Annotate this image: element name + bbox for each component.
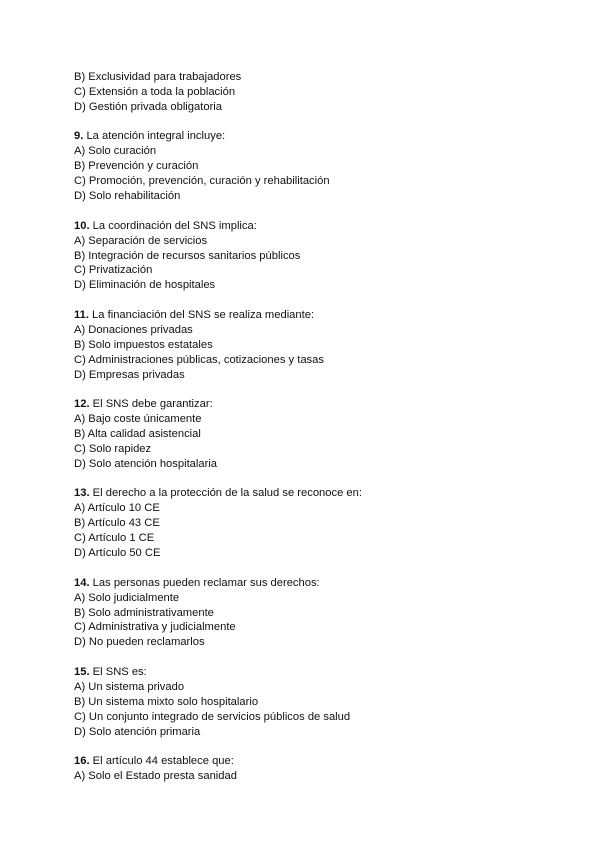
question-list (74, 70, 534, 784)
option-line: D) Gestión privada obligatoria (74, 100, 222, 113)
option-line: D) Empresas privadas (74, 368, 185, 381)
question-number: 12. (74, 398, 90, 411)
option-line: D) No pueden reclamarlos (74, 636, 205, 649)
question-10 (74, 219, 534, 293)
option-line: A) Separación de servicios (74, 234, 208, 247)
question-14 (74, 576, 534, 650)
question-15 (74, 665, 534, 739)
question-12 (74, 397, 534, 471)
question-9 (74, 129, 534, 203)
option-line: B) Alta calidad asistencial (74, 428, 201, 440)
question-text: La coordinación del SNS implica: (89, 219, 257, 232)
question-stem (74, 397, 534, 412)
question-text: El artículo 44 establece que: (89, 755, 234, 768)
option-line: B) Solo impuestos estatales (74, 338, 213, 351)
question-text: El SNS es: (89, 665, 147, 678)
continued-options (74, 70, 534, 115)
option-line: D) Solo atención primaria (74, 725, 201, 738)
option-line: C) Administrativa y judicialmente (74, 621, 236, 634)
option-line: B) Integración de recursos sanitarios públicos (74, 249, 301, 262)
option-line: B) Artículo 43 CE (74, 517, 160, 530)
question-11 (74, 308, 534, 382)
question-stem (74, 129, 534, 144)
option-line: B) Un sistema mixto solo hospitalario (74, 695, 259, 708)
question-stem (74, 308, 534, 323)
option-line: D) Artículo 50 CE (74, 547, 161, 560)
question-number: 13. (74, 487, 90, 500)
option-line: A) Un sistema privado (74, 680, 185, 693)
option-line: A) Solo judicialmente (74, 591, 180, 604)
option-line: D) Solo rehabilitación (74, 190, 181, 203)
question-stem (74, 754, 534, 769)
question-number: 14. (74, 576, 90, 589)
option-line: C) Privatización (74, 264, 153, 277)
option-line: C) Solo rapidez (74, 442, 152, 455)
option-line: B) Solo administrativamente (74, 606, 214, 619)
question-number: 11. (74, 308, 89, 321)
option-line: C) Un conjunto integrado de servicios públicos de salud (74, 710, 351, 723)
option-line: A) Solo curación (74, 145, 157, 158)
question-stem (74, 219, 534, 234)
question-number: 16. (74, 755, 90, 768)
option-line: A) Donaciones privadas (74, 323, 193, 336)
question-number: 10. (74, 219, 90, 232)
question-text: Las personas pueden reclamar sus derechos: (89, 576, 320, 589)
question-text: El derecho a la protección de la salud se reconoce en: (89, 487, 362, 500)
question-stem (74, 576, 534, 591)
question-16 (74, 754, 534, 784)
option-line: C) Promoción, prevención, curación y rehabilitación (74, 175, 330, 188)
option-line: B) Prevención y curación (74, 160, 199, 173)
option-line: C) Administraciones públicas, cotizaciones y tasas (74, 353, 324, 366)
question-13 (74, 486, 534, 560)
option-line: A) Artículo 10 CE (74, 502, 160, 515)
question-number: 15. (74, 665, 90, 678)
option-line: D) Solo atención hospitalaria (74, 457, 218, 470)
option-line: C) Artículo 1 CE (74, 532, 155, 545)
question-stem (74, 665, 534, 680)
option-line: A) Bajo coste únicamente (74, 413, 202, 426)
question-stem (74, 486, 534, 501)
question-text: La financiación del SNS se realiza mediante: (88, 308, 315, 321)
question-number: 9. (74, 130, 84, 143)
question-text: La atención integral incluye: (83, 130, 226, 143)
option-line: A) Solo el Estado presta sanidad (74, 770, 237, 783)
option-line: C) Extensión a toda la población (74, 85, 236, 98)
option-line: D) Eliminación de hospitales (74, 279, 216, 292)
question-text: El SNS debe garantizar: (89, 398, 213, 411)
option-line: B) Exclusividad para trabajadores (74, 71, 242, 83)
